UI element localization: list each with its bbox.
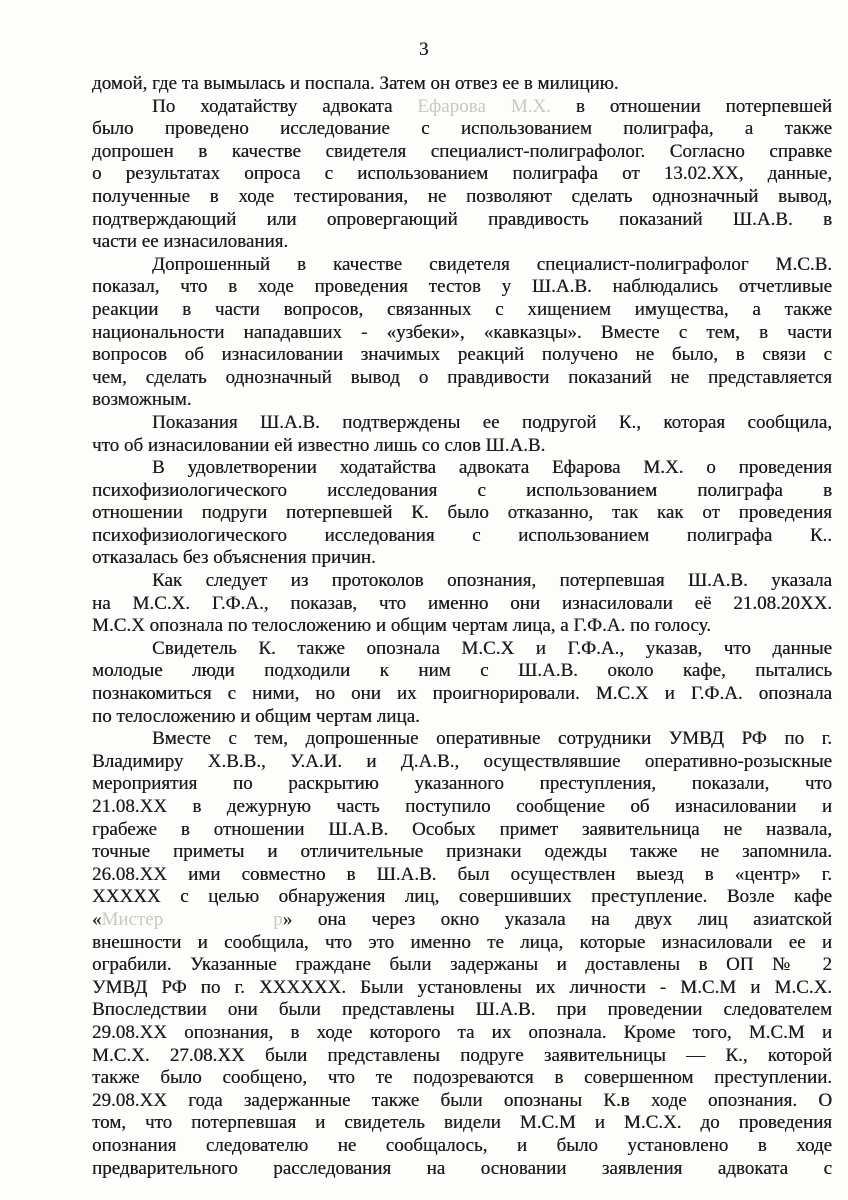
text-segment: Как следует из протоколов опознания, потерпевшая Ш.А.В. указала xyxy=(152,570,832,592)
text-segment: грабеже в отношении Ш.А.В. Особых примет заявительница не назвала, xyxy=(92,818,832,840)
text-segment: 29.08.ХХ года задержанные также были опознаны К.в ходе опознания. О xyxy=(92,1089,832,1111)
text-segment: М.С.Х опознала по телосложению и общим чертам лица, а Г.Ф.А. по голосу. xyxy=(92,615,711,637)
faded-redacted-text: р xyxy=(273,908,283,930)
text-line xyxy=(92,1022,832,1045)
text-segment: 26.08.ХХ ими совместно в Ш.А.В. был осуществлен выезд в «центр» г. xyxy=(92,863,832,885)
text-segment: чем, сделать однозначный вывод о правдивости показаний не представляется xyxy=(92,366,832,388)
text-line xyxy=(92,841,832,864)
text-segment: возможным. xyxy=(92,389,192,411)
text-line xyxy=(92,118,832,141)
text-line xyxy=(92,683,832,706)
text-line xyxy=(92,186,832,209)
text-line xyxy=(92,1045,832,1068)
text-segment: в отношении потерпевшей xyxy=(550,95,832,117)
text-line xyxy=(92,299,832,322)
text-line xyxy=(92,706,832,729)
text-segment: По ходатайству адвоката xyxy=(152,95,418,117)
text-segment: отказалась без объяснения причин. xyxy=(92,547,376,569)
text-line xyxy=(92,796,832,819)
text-segment: полученные в ходе тестирования, не позволяют сделать однозначный вывод, xyxy=(92,185,832,207)
text-line xyxy=(92,728,832,751)
text-line xyxy=(92,751,832,774)
text-segment: Вместе с тем, допрошенные оперативные сотрудники УМВД РФ по г. xyxy=(152,728,832,750)
text-line xyxy=(92,231,832,254)
text-line xyxy=(92,593,832,616)
text-segment: национальности нападавших - «узбеки», «кавказцы». Вместе с тем, в части xyxy=(92,321,832,343)
text-segment: допрошен в качестве свидетеля специалист-полиграфолог. Согласно справке xyxy=(92,140,832,162)
text-segment: В удовлетворении ходатайства адвоката Ефарова М.Х. о проведения xyxy=(152,457,832,479)
page-number: 3 xyxy=(419,39,429,60)
text-line xyxy=(92,389,832,412)
text-line xyxy=(92,638,832,661)
text-line xyxy=(92,954,832,977)
text-segment: по телосложению и общим чертам лица. xyxy=(92,705,420,727)
text-segment: что об изнасиловании ей известно лишь со слов Ш.А.В. xyxy=(92,434,546,456)
text-segment: ХХХХХ с целью обнаружения лиц, совершивших преступление. Возле кафе xyxy=(92,886,832,908)
text-line xyxy=(92,480,832,503)
document-body xyxy=(92,73,832,1180)
text-segment: вопросов об изнасиловании значимых реакций получено не было, в связи с xyxy=(92,344,832,366)
text-segment: Допрошенный в качестве свидетеля специалист-полиграфолог М.С.В. xyxy=(152,253,832,275)
text-segment: части ее изнасилования. xyxy=(92,231,289,253)
text-segment: отношении подруги потерпевшей К. было отказанно, так как от проведения xyxy=(92,502,832,524)
text-segment: на М.С.Х. Г.Ф.А., показав, что именно они изнасиловали её 21.08.20ХХ. xyxy=(92,592,832,614)
text-line xyxy=(92,141,832,164)
text-segment: УМВД РФ по г. ХХХХХХ. Были установлены их личности - М.С.М и М.С.Х. xyxy=(92,976,832,998)
text-line xyxy=(92,412,832,435)
text-line xyxy=(92,909,832,932)
text-line xyxy=(92,96,832,119)
text-segment: подтверждающий или опровергающий правдивость показаний Ш.А.В. в xyxy=(92,208,832,230)
text-segment: Свидетель К. также опознала М.С.Х и Г.Ф.А., указав, что данные xyxy=(152,637,832,659)
text-line xyxy=(92,977,832,1000)
text-segment: о результатах опроса с использованием полиграфа от 13.02.ХХ, данные, xyxy=(92,163,832,185)
text-segment: Показания Ш.А.В. подтверждены ее подругой К., которая сообщила, xyxy=(152,411,832,433)
text-segment: том, что потерпевшая и свидетель видели М.С.М и М.С.Х. до проведения xyxy=(92,1112,832,1134)
text-segment: » она через окно указала на двух лиц азиатской xyxy=(282,908,832,930)
text-line xyxy=(92,1090,832,1113)
text-line xyxy=(92,322,832,345)
text-line xyxy=(92,254,832,277)
faded-redacted-text: Ефарова М.Х. xyxy=(417,95,551,117)
text-line xyxy=(92,886,832,909)
text-line xyxy=(92,570,832,593)
text-line xyxy=(92,615,832,638)
text-line xyxy=(92,73,832,96)
text-line xyxy=(92,864,832,887)
text-line xyxy=(92,457,832,480)
text-line xyxy=(92,660,832,683)
text-segment: также было сообщено, что те подозреваются в совершенном преступлении. xyxy=(92,1067,832,1089)
text-line xyxy=(92,435,832,458)
text-segment: познакомиться с ними, но они их проигнорировали. М.С.Х и Г.Ф.А. опознала xyxy=(92,683,832,705)
text-segment: психофизиологического исследования с использованием полиграфа К.. xyxy=(92,524,832,546)
text-line xyxy=(92,209,832,232)
text-line xyxy=(92,344,832,367)
text-segment: было проведено исследование с использованием полиграфа, а также xyxy=(92,118,832,140)
text-line xyxy=(92,773,832,796)
text-segment: 21.08.ХХ в дежурную часть поступило сообщение об изнасиловании и xyxy=(92,796,832,817)
text-line xyxy=(92,525,832,548)
text-segment: молодые люди подходили к ним с Ш.А.В. около кафе, пытались xyxy=(92,660,832,682)
text-segment: мероприятия по раскрытию указанного преступления, показали, что xyxy=(92,773,832,795)
text-segment: опознания следователю не сообщалось, и было установлено в ходе xyxy=(92,1134,832,1156)
text-segment: точные приметы и отличительные признаки одежды также не запомнила. xyxy=(92,841,832,863)
text-segment: предварительного расследования на основании заявления адвоката с xyxy=(92,1157,832,1179)
text-line xyxy=(92,276,832,299)
text-segment: реакции в части вопросов, связанных с хищением имущества, а также xyxy=(92,298,832,320)
text-line xyxy=(92,163,832,186)
faded-redacted-text: Мистер xyxy=(101,908,164,930)
text-segment: ограбили. Указанные граждане были задержаны и доставлены в ОП № 2 xyxy=(92,954,832,976)
text-line xyxy=(92,1135,832,1158)
text-line xyxy=(92,1112,832,1135)
text-line xyxy=(92,1158,832,1181)
text-segment: показал, что в ходе проведения тестов у Ш.А.В. наблюдались отчетливые xyxy=(92,276,832,298)
text-segment: психофизиологического исследования с использованием полиграфа в xyxy=(92,479,832,501)
text-line xyxy=(92,932,832,955)
text-segment: 29.08.ХХ опознания, в ходе которого та их опознала. Кроме того, М.С.М и xyxy=(92,1021,832,1043)
text-line xyxy=(92,547,832,570)
text-segment: Впоследствии они были представлены Ш.А.В. при проведении следователем xyxy=(92,999,832,1021)
text-segment: внешности и сообщила, что это именно те лица, которые изнасиловали ее и xyxy=(92,931,832,953)
text-segment: домой, где та вымылась и поспала. Затем он отвез ее в милицию. xyxy=(92,73,619,94)
text-line xyxy=(92,367,832,390)
text-segment: М.С.Х. 27.08.ХХ были представлены подруге заявительницы — К., которой xyxy=(92,1044,832,1066)
text-line xyxy=(92,819,832,842)
text-line xyxy=(92,999,832,1022)
text-line xyxy=(92,502,832,525)
text-segment: Владимиру Х.В.В., У.А.И. и Д.А.В., осуществлявшие оперативно-розыскные xyxy=(92,750,832,772)
text-segment: « xyxy=(92,908,102,930)
text-line xyxy=(92,1067,832,1090)
redaction-gap xyxy=(163,924,273,925)
